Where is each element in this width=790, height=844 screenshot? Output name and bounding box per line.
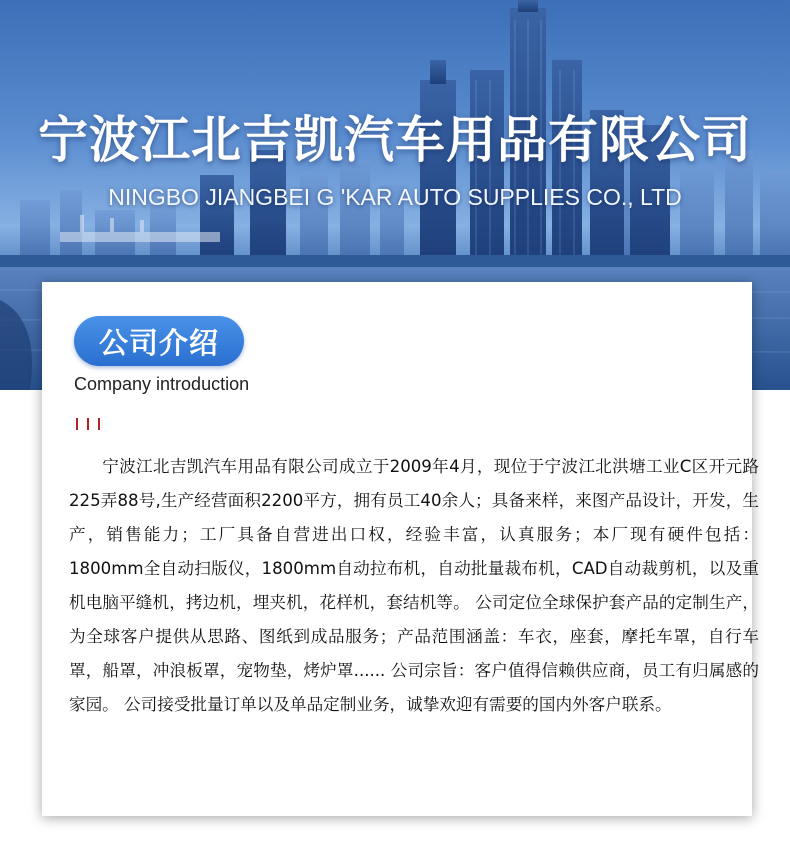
divider-bar — [76, 418, 78, 430]
company-intro-card — [42, 282, 759, 816]
section-title-badge: 公司介绍 — [74, 316, 244, 366]
section-title-en: Company introduction — [74, 374, 250, 394]
intro-paragraph: 宁波江北吉凯汽车用品有限公司成立于2009年4月，现位于宁波江北洪塘工业C区开元路225弄88号,生产经营面积2200平方，拥有员工40余人；具备来样，来图产品设计，开发，生产，销售能力；工厂具备自营进出口权，经验丰富，认真服务；本厂现有硬件包括： 1800mm全自动扫版仪，1800mm自动拉布机，自动批量裁布机，CAD自动裁剪机，以及重机电脑平缝机，拷边机，埋夹机，花样机，套结机等。 公司定位全球保护套产品的定制生产，为全球客户提供从思路、图纸到成品服务；产品范围涵盖：车衣，座套，摩托车罩，自行车罩，船罩，冲浪板罩，宠物垫，烤炉罩...... 公司宗旨：客户值得信赖供应商，员工有归属感的家园。 公司接受批量订单以及单品定制业务，诚挚欢迎有需要的国内外客户联系。 — [69, 457, 759, 714]
divider-bar — [98, 418, 100, 430]
divider-bar — [87, 418, 89, 430]
decorative-divider — [76, 418, 100, 430]
company-name-cn: 宁波江北吉凯汽车用品有限公司 — [38, 111, 752, 169]
company-name-en: NINGBO JIANGBEI G 'KAR AUTO SUPPLIES CO., LTD — [108, 184, 682, 210]
